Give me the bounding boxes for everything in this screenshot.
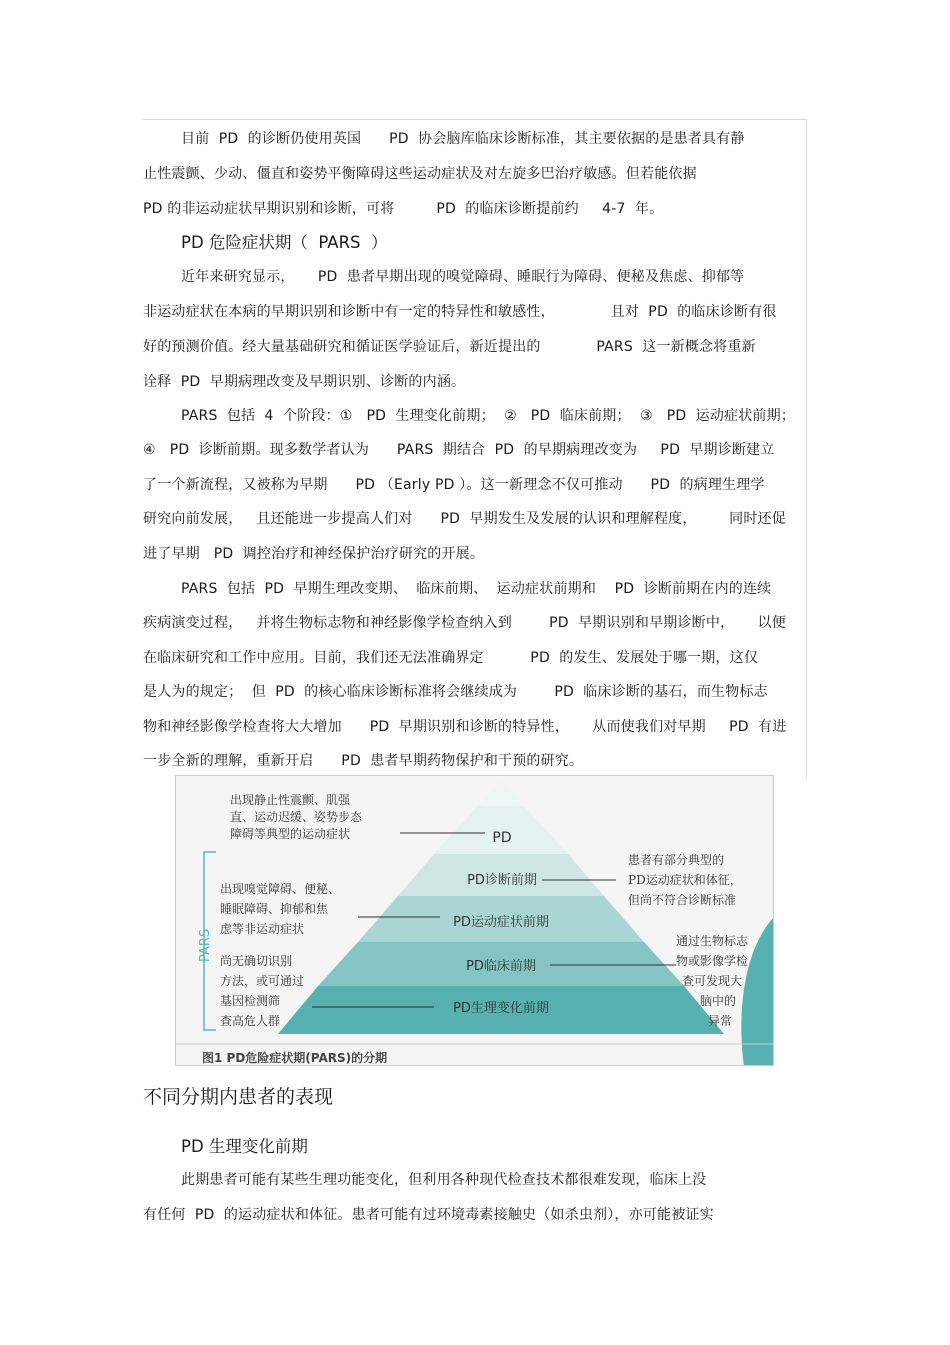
paragraph-line: 有任何 PD 的运动症状和体征。患者可能有过环境毒素接触史（如杀虫剂），亦可能被证实 xyxy=(143,1207,714,1223)
figure-caption: 图1 PD危险症状期(PARS)的分期 xyxy=(202,1051,388,1065)
paragraph-line: 此期患者可能有某些生理功能变化，但利用各种现代检查技术都很难发现，临床上没 xyxy=(181,1172,707,1188)
note-line: 睡眠障碍、抑郁和焦 xyxy=(220,902,329,916)
note-motor-symptoms xyxy=(230,792,363,841)
paragraph-line: 好的预测价值。经大量基础研究和循证医学验证后，新近提出的 PARS 这一新概念将重新 xyxy=(143,339,756,355)
note-line: 通过生物标志 xyxy=(676,934,749,948)
pyramid-apex xyxy=(478,781,524,806)
paragraph-line: PARS 包括 4 个阶段：① PD 生理变化前期； ② PD 临床前期； ③ PD 运动症状前期； xyxy=(181,408,796,424)
note-nonmotor-symptoms xyxy=(220,881,340,936)
pyramid-diagram xyxy=(176,776,774,1066)
paragraph-line: 近年来研究显示， PD 患者早期出现的嗅觉障碍、睡眠行为障碍、便秘及焦虑、抑郁等 xyxy=(181,269,745,285)
paragraph-line: 诠释 PD 早期病理改变及早期识别、诊断的内涵。 xyxy=(143,374,466,390)
subsection-heading: PD 生理变化前期 xyxy=(181,1137,308,1156)
paragraph-line: 在临床研究和工作中应用。目前，我们还无法准确界定 PD 的发生、发展处于哪一期，这仅 xyxy=(143,650,759,666)
pars-pyramid-figure xyxy=(175,775,774,1066)
paragraph-line: 疾病演变过程， 并将生物标志物和神经影像学检查纳入到 PD 早期识别和早期诊断中， 以便 xyxy=(143,615,786,631)
level-label-motor: PD运动症状前期 xyxy=(453,915,549,930)
note-line: 方法，或可通过 xyxy=(220,974,305,988)
note-partial-symptoms xyxy=(628,852,742,907)
note-line: 物或影像学检 xyxy=(676,954,749,968)
paragraph-line: 止性震颤、少动、僵直和姿势平衡障碍这些运动症状及对左旋多巴治疗敏感。但若能依据 xyxy=(143,166,697,182)
note-line: 出现嗅觉障碍、便秘、 xyxy=(220,882,341,896)
note-line: 障碍等典型的运动症状 xyxy=(230,827,351,841)
pars-bracket-label: PARS xyxy=(198,928,213,962)
note-line: 直、运动迟缓、姿势步态 xyxy=(230,810,363,824)
paragraph-line: 是人为的规定； 但 PD 的核心临床诊断标准将会继续成为 PD 临床诊断的基石，而生物标志 xyxy=(143,684,768,700)
paragraph-line: PARS 包括 PD 早期生理改变期、 临床前期、 运动症状前期和 PD 诊断前期在内的连续 xyxy=(181,581,772,597)
paragraph-line: 一步全新的理解，重新开启 PD 患者早期药物保护和干预的研究。 xyxy=(143,753,584,769)
level-label-pd: PD xyxy=(492,830,512,846)
note-line: 患者有部分典型的 xyxy=(628,853,725,867)
paragraph-line: 物和神经影像学检查将大大增加 PD 早期识别和诊断的特异性， 从而使我们对早期 PD 有进 xyxy=(143,719,787,735)
note-line: 脑中的 xyxy=(700,994,737,1008)
level-label-physiological: PD生理变化前期 xyxy=(453,1001,549,1016)
paragraph-line: 非运动症状在本病的早期识别和诊断中有一定的特异性和敏感性， 且对 PD 的临床诊断有很 xyxy=(143,304,777,320)
paragraph-line: PD 的非运动症状早期识别和诊断，可将 PD 的临床诊断提前约 4-7 年。 xyxy=(143,201,664,217)
note-line: 查可发现大 xyxy=(682,974,743,988)
note-line: 出现静止性震颤、肌强 xyxy=(230,793,351,807)
section-title: 不同分期内患者的表现 xyxy=(143,1086,334,1108)
paragraph-line: 进了早期 PD 调控治疗和神经保护治疗研究的开展。 xyxy=(143,546,485,562)
paragraph-line: ④ PD 诊断前期。现多数学者认为 PARS 期结合 PD 的早期病理改变为 PD 早期诊断建立 xyxy=(143,442,775,458)
paragraph-line: 了一个新流程，又被称为早期 PD （Early PD ）。这一新理念不仅可推动 PD 的病理生理学 xyxy=(143,477,765,493)
page-frame-right xyxy=(806,119,807,779)
paragraph-line: 目前 PD 的诊断仍使用英国 PD 协会脑库临床诊断标准，其主要依据的是患者具有静 xyxy=(181,131,745,147)
level-label-clinical: PD临床前期 xyxy=(466,959,536,974)
note-line: 基因检测筛 xyxy=(220,994,281,1008)
note-line: 虑等非运动症状 xyxy=(220,922,305,936)
note-genetic-screening xyxy=(220,953,304,1028)
note-line: 异常 xyxy=(708,1014,733,1028)
page-frame-top xyxy=(143,119,807,120)
subsection-heading: PD 危险症状期（ PARS ） xyxy=(181,233,388,252)
level-label-diagnosis: PD诊断前期 xyxy=(467,873,537,888)
note-line: 查高危人群 xyxy=(220,1014,281,1028)
paragraph-line: 研究向前发展， 且还能进一步提高人们对 PD 早期发生及发展的认识和理解程度， 同时还促 xyxy=(143,511,786,527)
note-line: 尚无确切识别 xyxy=(220,954,293,968)
note-line: 但尚不符合诊断标准 xyxy=(628,893,737,907)
note-line: PD运动症状和体征， xyxy=(628,873,742,887)
